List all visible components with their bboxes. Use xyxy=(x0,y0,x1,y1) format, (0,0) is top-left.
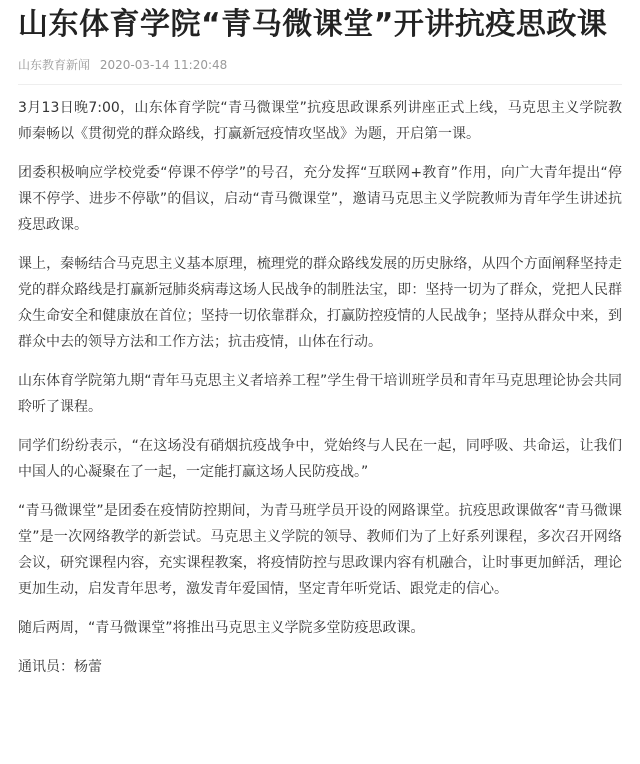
article-meta xyxy=(18,56,622,74)
correspondent-line: 通讯员：杨蕾 xyxy=(18,659,102,675)
article-body xyxy=(18,85,622,680)
paragraph-2: 团委积极响应学校党委“停课不停学”的号召，充分发挥“互联网+教育”作用，向广大青年提出“停课不停学、进步不停歇”的倡议，启动“青马微课堂”，邀请马克思主义学院教师为青年学生讲述抗疫思政课。 xyxy=(18,165,622,233)
paragraph-6: “青马微课堂”是团委在疫情防控期间，为青马班学员开设的网路课堂。抗疫思政课做客“青马微课堂”是一次网络教学的新尝试。马克思主义学院的领导、教师们为了上好系列课程，多次召开网络会议，研究课程内容，充实课程教案，将疫情防控与思政课内容有机融合，让时事更加鲜活，理论更加生动，启发青年思考，激发青年爱国情，坚定青年听党话、跟党走的信心。 xyxy=(18,503,622,597)
paragraph-7: 随后两周，“青马微课堂”将推出马克思主义学院多堂防疫思政课。 xyxy=(18,620,425,636)
article-source[interactable]: 山东教育新闻 xyxy=(18,58,91,72)
paragraph-1: 3月13日晚7:00，山东体育学院“青马微课堂”抗疫思政课系列讲座正式上线，马克思主义学院教师秦畅以《贯彻党的群众路线，打赢新冠疫情攻坚战》为题，开启第一课。 xyxy=(18,100,622,142)
paragraph-5: 同学们纷纷表示，“在这场没有硝烟抗疫战争中，党始终与人民在一起，同呼吸、共命运，让我们中国人的心凝聚在了一起，一定能打赢这场人民防疫战。” xyxy=(18,438,622,480)
paragraph-3: 课上，秦畅结合马克思主义基本原理，梳理党的群众路线发展的历史脉络，从四个方面阐释坚持走党的群众路线是打赢新冠肺炎病毒这场人民战争的制胜法宝，即：坚持一切为了群众，党把人民群众生命安全和健康放在首位；坚持一切依靠群众，打赢防控疫情的人民战争；坚持从群众中来，到群众中去的领导方法和工作方法；抗击疫情，山体在行动。 xyxy=(18,256,622,350)
paragraph-4: 山东体育学院第九期“青年马克思主义者培养工程”学生骨干培训班学员和青年马克思理论协会共同聆听了课程。 xyxy=(18,373,622,415)
article-datetime: 2020-03-14 11:20:48 xyxy=(99,58,228,72)
article-title: 山东体育学院“青马微课堂”开讲抗疫思政课 xyxy=(18,7,608,42)
